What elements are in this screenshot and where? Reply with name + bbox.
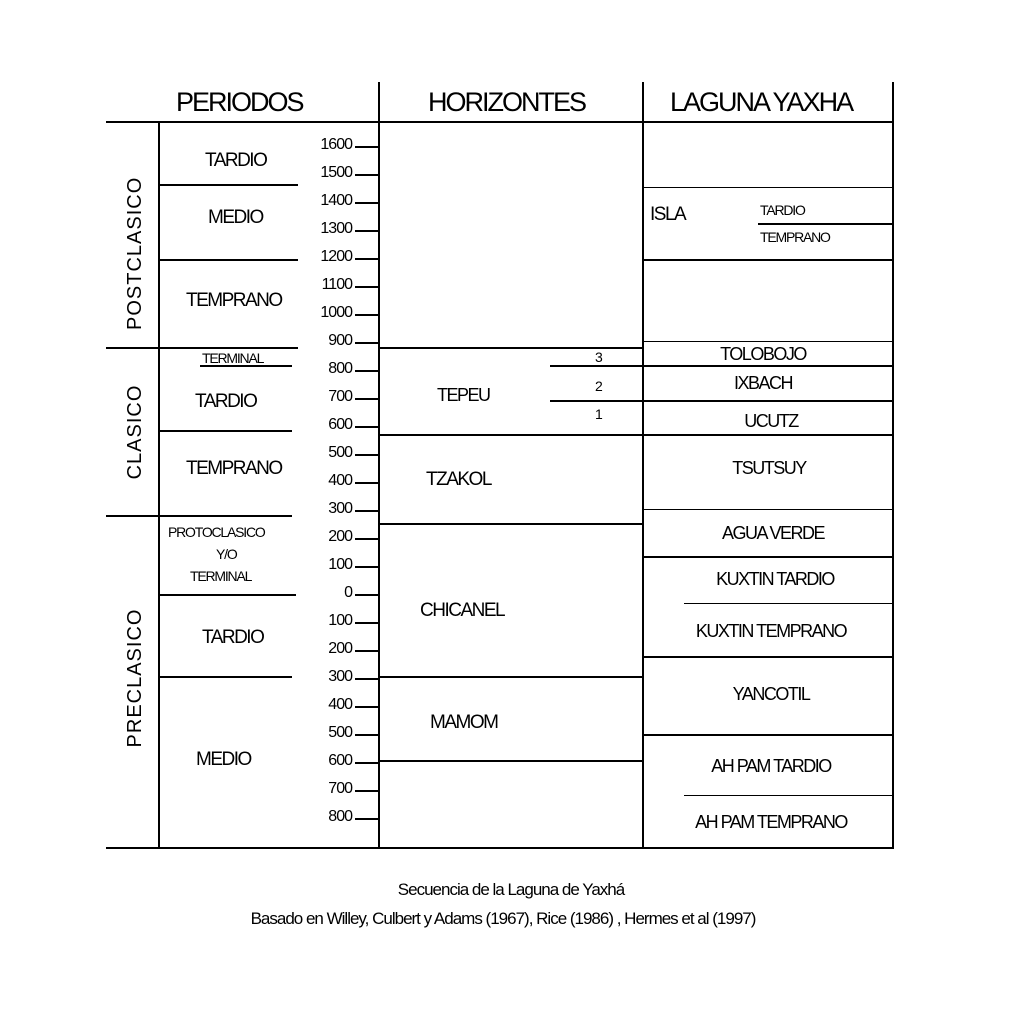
- period-post-tardio: TARDIO: [205, 150, 267, 171]
- year-label: 700: [328, 388, 352, 405]
- year-tick: [355, 566, 378, 568]
- laguna-divider: [758, 223, 892, 225]
- horizon-chicanel: CHICANEL: [420, 600, 505, 621]
- laguna-isla-tardio: TARDIO: [760, 202, 805, 218]
- year-label: 700: [328, 780, 352, 797]
- laguna-divider: [644, 341, 892, 342]
- laguna-ahpam-temprano: AH PAM TEMPRANO: [695, 812, 847, 832]
- year-label: 900: [328, 332, 352, 349]
- header-horizontes: HORIZONTES: [428, 87, 586, 117]
- year-tick: [355, 454, 378, 456]
- tepeu-phase-2: 2: [595, 378, 602, 394]
- year-label: 100: [328, 556, 352, 573]
- caption-title: Secuencia de la Laguna de Yaxhá: [397, 880, 625, 899]
- year-tick: [355, 230, 378, 232]
- year-label: 1100: [321, 276, 352, 293]
- year-tick: [355, 426, 378, 428]
- laguna-divider: [644, 556, 892, 558]
- year-label: 600: [328, 752, 352, 769]
- period-pre-tardio: TARDIO: [202, 627, 264, 648]
- period-divider: [160, 676, 292, 678]
- laguna-divider: [644, 365, 892, 367]
- year-label: 1300: [320, 220, 352, 237]
- year-label: 300: [328, 668, 352, 685]
- year-tick: [355, 678, 378, 680]
- laguna-agua-verde: AGUA VERDE: [721, 523, 825, 543]
- period-pre-terminal: TERMINAL: [190, 568, 252, 584]
- year-label: 200: [328, 640, 352, 657]
- era-divider-post-clasico: [106, 347, 160, 349]
- period-yo: Y/O: [216, 546, 237, 562]
- laguna-divider: [644, 509, 892, 510]
- year-label: 1400: [320, 192, 352, 209]
- year-label: 200: [328, 528, 352, 545]
- tepeu-phase-1: 1: [595, 406, 602, 422]
- table-bottom-rule: [106, 847, 894, 849]
- year-label: 800: [328, 360, 352, 377]
- era-preclasico: PRECLASICO: [124, 608, 146, 748]
- horizon-divider: [380, 760, 642, 762]
- horizon-divider: [380, 434, 642, 436]
- year-label: 800: [328, 808, 352, 825]
- period-clasico-temprano: TEMPRANO: [186, 458, 282, 479]
- year-tick: [355, 174, 378, 176]
- laguna-ixbach: IXBACH: [733, 373, 793, 393]
- year-tick: [355, 510, 378, 512]
- laguna-tsutsuy: TSUTSUY: [732, 458, 806, 478]
- year-label: 1200: [320, 248, 352, 265]
- horizon-tepeu: TEPEU: [437, 385, 490, 405]
- period-divider: [160, 515, 292, 517]
- year-label: 1600: [320, 136, 352, 153]
- laguna-divider: [644, 734, 892, 736]
- era-clasico: CLASICO: [124, 384, 146, 480]
- horizon-divider: [380, 676, 642, 678]
- year-label: 500: [328, 444, 352, 461]
- period-divider: [160, 430, 292, 432]
- year-tick: [355, 398, 378, 400]
- year-tick: [355, 594, 378, 596]
- laguna-divider: [684, 795, 892, 796]
- period-protoclasico: PROTOCLASICO: [168, 524, 265, 540]
- caption-source: Basado en Willey, Culbert y Adams (1967), Rice (1986) , Hermes et al (1997): [250, 909, 756, 928]
- laguna-divider: [644, 400, 892, 402]
- laguna-divider: [644, 187, 892, 188]
- period-clasico-tardio: TARDIO: [195, 391, 257, 412]
- period-clasico-terminal: TERMINAL: [202, 350, 264, 366]
- year-tick: [355, 202, 378, 204]
- era-divider-clasico-preclasico: [106, 515, 160, 517]
- tepeu-sub-divider: [550, 400, 642, 402]
- period-post-temprano: TEMPRANO: [186, 290, 282, 311]
- tepeu-sub-divider: [550, 365, 642, 367]
- horizontes-left-border: [378, 82, 380, 849]
- year-label: 400: [328, 696, 352, 713]
- year-tick: [355, 482, 378, 484]
- laguna-kuxtin-temprano: KUXTIN TEMPRANO: [695, 621, 847, 641]
- laguna-isla-temprano: TEMPRANO: [760, 229, 830, 245]
- year-label: 600: [328, 416, 352, 433]
- year-label: 1500: [320, 164, 352, 181]
- period-divider: [160, 259, 298, 261]
- horizon-mamom: MAMOM: [430, 712, 498, 733]
- year-tick: [355, 342, 378, 344]
- period-divider: [160, 184, 298, 186]
- header-laguna-yaxha: LAGUNA YAXHA: [670, 87, 853, 117]
- horizon-tzakol: TZAKOL: [426, 469, 491, 490]
- year-label: 0: [344, 584, 352, 601]
- period-post-medio: MEDIO: [208, 207, 263, 228]
- laguna-kuxtin-tardio: KUXTIN TARDIO: [716, 569, 834, 589]
- year-tick: [355, 650, 378, 652]
- horizon-divider: [380, 347, 642, 349]
- period-pre-medio: MEDIO: [196, 749, 251, 770]
- year-tick: [355, 622, 378, 624]
- header-periodos: PERIODOS: [176, 87, 303, 117]
- year-tick: [355, 258, 378, 260]
- period-divider: [160, 347, 298, 349]
- year-tick: [355, 762, 378, 764]
- year-tick: [355, 790, 378, 792]
- horizon-divider: [380, 523, 642, 525]
- laguna-divider: [684, 603, 892, 604]
- year-tick: [355, 538, 378, 540]
- period-divider: [160, 594, 296, 596]
- year-tick: [355, 818, 378, 820]
- laguna-ucutz: UCUTZ: [744, 411, 798, 431]
- tepeu-phase-3: 3: [595, 349, 602, 365]
- year-tick: [355, 734, 378, 736]
- laguna-tolobojo: TOLOBOJO: [720, 344, 806, 364]
- laguna-ahpam-tardio: AH PAM TARDIO: [711, 756, 831, 776]
- year-tick: [355, 146, 378, 148]
- laguna-divider: [644, 656, 892, 658]
- laguna-divider: [644, 259, 892, 261]
- year-label: 300: [328, 500, 352, 517]
- year-tick: [355, 286, 378, 288]
- era-column-border: [158, 121, 160, 849]
- year-tick: [355, 370, 378, 372]
- laguna-isla: ISLA: [650, 204, 686, 225]
- year-tick: [355, 706, 378, 708]
- year-label: 1000: [320, 304, 352, 321]
- header-bottom-rule: [106, 121, 894, 123]
- laguna-divider: [644, 434, 892, 436]
- year-label: 100: [328, 612, 352, 629]
- era-postclasico: POSTCLASICO: [124, 176, 146, 330]
- year-label: 500: [328, 724, 352, 741]
- year-label: 400: [328, 472, 352, 489]
- laguna-yancotil: YANCOTIL: [732, 684, 810, 704]
- year-tick: [355, 314, 378, 316]
